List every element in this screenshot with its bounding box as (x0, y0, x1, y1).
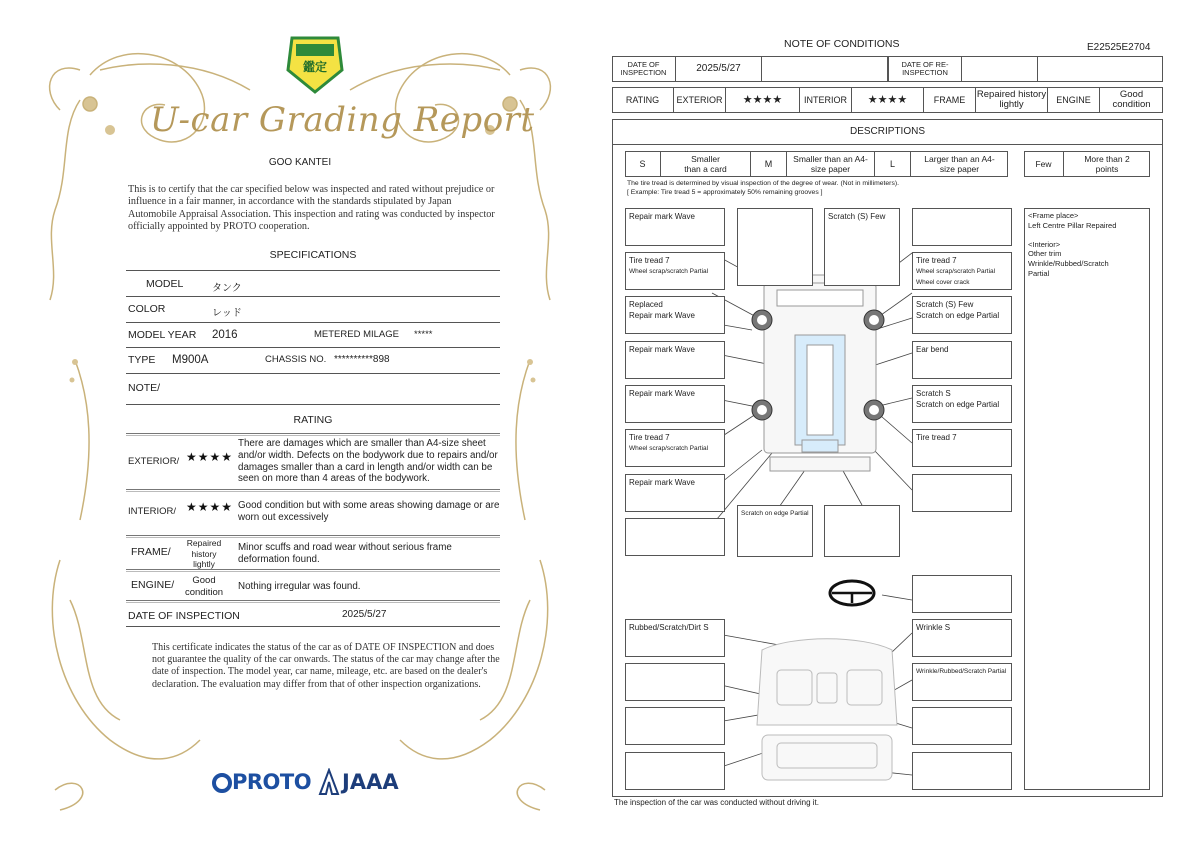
tread-example: [ Example: Tire tread 5 = approximately 50% remaining grooves ] (627, 189, 823, 196)
condition-box (824, 208, 900, 286)
divider (126, 569, 500, 572)
condition-line: Rubbed/Scratch/Dirt S (629, 623, 709, 632)
proto-logo: PROTO (232, 770, 312, 794)
condition-box (625, 752, 725, 790)
condition-box (625, 385, 725, 423)
certificate-intro: This is to certify that the car specified below was inspected and rated without prejudice or influence in a fair manner, in accordance with the standards stipulated by Japan Automobile Appraisal Association. This inspection and rating was conducted by inspector officially appointed by PROTO cooperation. (128, 184, 495, 232)
interior-stars: ★★★★ (852, 87, 924, 113)
divider (126, 322, 500, 323)
reinspection-label: DATE OF RE-INSPECTION (888, 56, 962, 82)
condition-box (625, 474, 725, 512)
engine-value: Good condition (1112, 89, 1151, 110)
condition-line: Wrinkle/Rubbed/Scratch Partial (916, 668, 1007, 675)
certificate-footer: This certificate indicates the status of the car as of DATE OF INSPECTION and does not guarantee the quality of the car onwards. The status of the car may change after the date of inspection. The model year, car name, mileage, etc. are based on the dealer's declaration. The evaluation may differ from that of other inspection organizations. (152, 642, 500, 690)
condition-box (737, 505, 813, 557)
certificate-title: U-car Grading Report (150, 100, 535, 140)
condition-box (912, 429, 1012, 467)
reinspection-value (962, 56, 1038, 82)
condition-box (625, 663, 725, 701)
condition-line: Scratch on edge Partial (741, 510, 809, 517)
goo-kantei-badge-icon (288, 38, 342, 92)
divider (126, 626, 500, 627)
metered-mileage-value: ***** (414, 329, 433, 340)
condition-line: <Interior> (1028, 239, 1061, 249)
interior-label: INTERIOR/ (128, 506, 177, 517)
divider (126, 347, 500, 348)
chassis-label: CHASSIS NO. (265, 354, 327, 365)
jaaa-logo: JAAA (342, 770, 399, 794)
condition-line: Wheel scrap/scratch Partial (916, 268, 996, 275)
frame-value: Repaired history lightly (976, 87, 1048, 113)
condition-box (625, 707, 725, 745)
condition-line: Other trim (1028, 249, 1062, 259)
condition-line: Replaced (629, 300, 663, 309)
note-title: NOTE OF CONDITIONS (784, 38, 900, 50)
condition-line: <Frame place> (1028, 211, 1079, 220)
condition-box (737, 208, 813, 286)
condition-line: Left Centre Pillar Repaired (1028, 220, 1117, 230)
legend-s-code: S (625, 151, 661, 177)
legend-l-text: Larger than an A4-size paper (924, 154, 995, 174)
engine-value: Good condition (184, 575, 224, 598)
rating-label: RATING (612, 87, 674, 113)
condition-line: Tire tread 7 (629, 433, 670, 442)
rating-heading: RATING (293, 414, 333, 426)
condition-line: Scratch S (916, 389, 951, 398)
date-value: 2025/5/27 (676, 56, 762, 82)
condition-box (625, 208, 725, 246)
divider (126, 296, 500, 297)
condition-box (912, 208, 1012, 246)
proto-logo-icon (212, 772, 232, 794)
exterior-label: EXTERIOR (674, 87, 726, 113)
note-footer: The inspection of the car was conducted without driving it. (614, 798, 819, 807)
exterior-stars: ★★★★ (726, 87, 800, 113)
condition-line: Tire tread 7 (916, 433, 957, 442)
condition-line: Scratch on edge Partial (916, 311, 1000, 320)
metered-mileage-label: METERED MILAGE (314, 329, 399, 340)
note-of-conditions (600, 0, 1200, 848)
color-label: COLOR (128, 303, 166, 315)
condition-line: Scratch (S) Few (828, 212, 886, 221)
engine-description: Nothing irregular was found. (238, 581, 361, 592)
frame-description: Minor scuffs and road wear without serious frame deformation found. (238, 542, 452, 565)
divider (126, 600, 500, 603)
exterior-label: EXTERIOR/ (128, 456, 180, 467)
model-year-label: MODEL YEAR (128, 329, 197, 341)
divider (126, 489, 500, 492)
condition-box (625, 296, 725, 334)
frame-notes-box (1024, 208, 1150, 790)
date-blank (762, 56, 888, 82)
type-label: TYPE (128, 354, 156, 366)
condition-line: Wrinkle/Rubbed/Scratch (1028, 258, 1109, 268)
condition-line: Tire tread 7 (629, 256, 670, 265)
interior-label: INTERIOR (800, 87, 852, 113)
chassis-value: **********898 (334, 354, 390, 365)
condition-box (625, 518, 725, 556)
condition-line: Wheel scrap/scratch Partial (629, 268, 709, 275)
condition-box (912, 663, 1012, 701)
condition-line: Repair mark Wave (629, 311, 695, 320)
condition-box (625, 252, 725, 290)
condition-line: Tire tread 7 (916, 256, 957, 265)
condition-box (912, 707, 1012, 745)
legend-l-code: L (875, 151, 911, 177)
divider (126, 270, 500, 271)
exterior-stars: ★★★★ (186, 450, 234, 464)
interior-description: Good condition but with some areas showing damage or are worn out excessively (238, 500, 500, 523)
tread-note: The tire tread is determined by visual inspection of the degree of wear. (Not in millimeters). (627, 180, 899, 187)
condition-box (912, 296, 1012, 334)
engine-label: ENGINE (1048, 87, 1100, 113)
type-value: M900A (172, 354, 209, 366)
frame-label: FRAME/ (131, 546, 171, 558)
condition-line: Partial (1028, 268, 1050, 278)
condition-line: Wheel scrap/scratch Partial (629, 445, 709, 452)
svg-text:鑑定: 鑑定 (302, 60, 328, 74)
condition-line: Repair mark Wave (629, 212, 695, 221)
condition-line: Repair mark Wave (629, 478, 695, 487)
certificate-subtitle: GOO KANTEI (268, 157, 332, 168)
condition-box (912, 252, 1012, 290)
condition-box (912, 575, 1012, 613)
condition-box (912, 385, 1012, 423)
descriptions-heading: DESCRIPTIONS (612, 119, 1163, 145)
date-value: 2025/5/27 (342, 609, 387, 620)
condition-box (824, 505, 900, 557)
condition-box (625, 429, 725, 467)
frame-label: FRAME (924, 87, 976, 113)
legend-few-code: Few (1024, 151, 1064, 177)
color-value: レッド (212, 308, 242, 319)
model-value: タンク (212, 283, 242, 294)
interior-stars: ★★★★ (186, 500, 234, 514)
condition-line: Wheel cover crack (916, 279, 970, 286)
jaaa-logo-icon (318, 768, 340, 796)
divider (126, 433, 500, 436)
legend-m-text: Smaller than an A4-size paper (787, 151, 875, 177)
engine-label: ENGINE/ (131, 579, 175, 591)
condition-box (912, 752, 1012, 790)
frame-value: Repaired history lightly (186, 538, 222, 569)
date-label: DATE OF INSPECTION (612, 56, 676, 82)
condition-line: Wrinkle S (916, 623, 951, 632)
condition-line: Ear bend (916, 345, 949, 354)
condition-line: Scratch on edge Partial (916, 400, 1000, 409)
condition-box (625, 341, 725, 379)
legend-s-text: Smaller than a card (661, 151, 751, 177)
exterior-description: There are damages which are smaller than A4-size sheet and/or width. Defects on the bodywork due to repairs and/or damages smaller than a card in length and/or width can be seen on more than 4 areas of the bodywork. (238, 438, 498, 485)
condition-box (625, 619, 725, 657)
legend-few-text: More than 2 points (1084, 154, 1130, 174)
model-label: MODEL (146, 278, 184, 290)
condition-line: Repair mark Wave (629, 345, 695, 354)
divider (126, 373, 500, 374)
condition-line: Scratch (S) Few (916, 300, 974, 309)
condition-box (912, 619, 1012, 657)
date-label: DATE OF INSPECTION (128, 610, 240, 622)
divider (126, 404, 500, 405)
condition-box (912, 341, 1012, 379)
note-label: NOTE/ (128, 382, 161, 394)
condition-line (1028, 230, 1146, 240)
note-code: E22525E2704 (1087, 42, 1151, 53)
condition-line: Repair mark Wave (629, 389, 695, 398)
model-year-value: 2016 (212, 329, 238, 341)
legend-m-code: M (751, 151, 787, 177)
condition-box (912, 474, 1012, 512)
specifications-heading: SPECIFICATIONS (269, 249, 357, 261)
